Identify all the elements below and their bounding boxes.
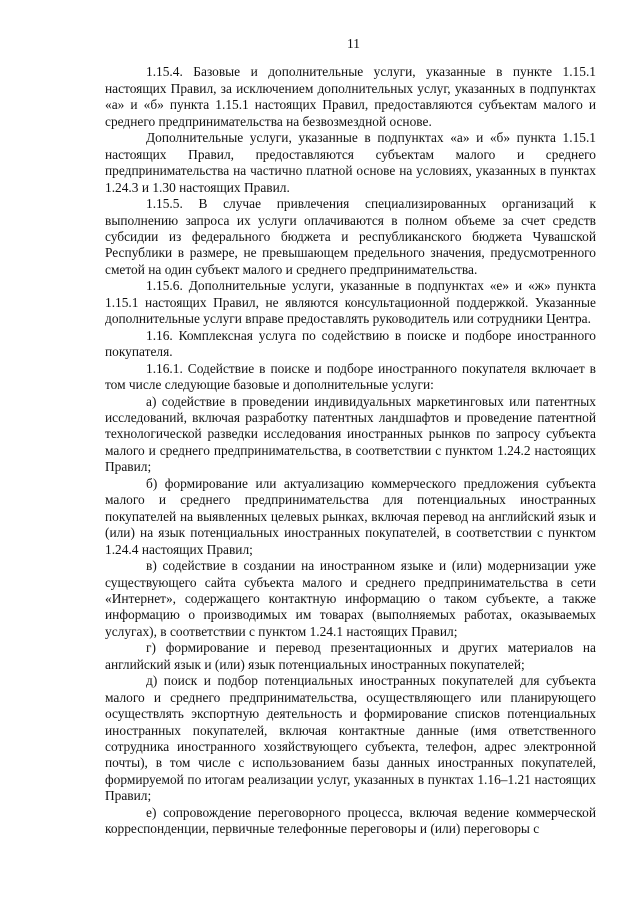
page-number: 11: [347, 36, 360, 51]
paragraph-1-15-6: 1.15.6. Дополнительные услуги, указанные в подпунктах «е» и «ж» пункта 1.15.1 настоящих Правил, не являются консультационной поддержкой. Указанные дополнительные услуги вправе предоставлять руководитель или сотрудники Центра.: [105, 278, 596, 327]
list-item-e: е) сопровождение переговорного процесса, включая ведение коммерческой корреспонденции, первичные телефонные переговоры и (или) переговоры с: [105, 804, 596, 837]
list-item-b: б) формирование или актуализацию коммерческого предложения субъекта малого и среднего предпринимательства для потенциальных иностранных покупателей на выявленных целевых рынках, включая перевод на английский язык и (или) на язык потенциальных иностранных покупателей, в соответствии с пунктом 1.24.4 настоящих Правил;: [105, 475, 596, 557]
list-item-g: г) формирование и перевод презентационных и других материалов на английский язык и (или) язык потенциальных иностранных покупателей;: [105, 640, 596, 672]
list-item-a: а) содействие в проведении индивидуальных маркетинговых или патентных исследований, включая разработку патентных ландшафтов и проведение патентной технологической разведки исследования иностранных рынков по запросу субъекта малого и среднего предпринимательства, в соответствии с пунктом 1.24.2 настоящих Правил;: [105, 393, 596, 475]
list-item-d: д) поиск и подбор потенциальных иностранных покупателей для субъекта малого и среднего предпринимательства, осуществляющего или планирующего осуществлять экспортную деятельность и формирование списков потенциальных иностранных покупателей, включая контактные данные (имя ответственного сотрудника иностранного хозяйствующего субъекта, телефон, адрес электронной почты), в том числе с использованием базы данных иностранных покупателей, формируемой по итогам реализации услуг, указанных в пунктах 1.16–1.21 настоящих Правил;: [105, 673, 596, 804]
paragraph-1-15-4: 1.15.4. Базовые и дополнительные услуги, указанные в пункте 1.15.1 настоящих Правил, за исключением дополнительных услуг, указанных в подпунктах «а» и «б» пункта 1.15.1 настоящих Правил, предоставляются субъектам малого и среднего предпринимательства на безвозмездной основе.: [105, 64, 596, 129]
paragraph-1-15-5: 1.15.5. В случае привлечения специализированных организаций к выполнению запроса их услуги оплачиваются в полном объеме за счет средств субсидии из федерального бюджета и республиканского бюджета Чувашской Республики в размере, не превышающем предельного значения, предусмотренного сметой на один субъект малого и среднего предпринимательства.: [105, 196, 596, 277]
paragraph-1-16: 1.16. Комплексная услуга по содействию в поиске и подборе иностранного покупателя.: [105, 327, 596, 360]
paragraph-1-16-1: 1.16.1. Содействие в поиске и подборе иностранного покупателя включает в том числе следующие базовые и дополнительные услуги:: [105, 360, 596, 393]
list-item-v: в) содействие в создании на иностранном языке и (или) модернизации уже существующего сайта субъекта малого и среднего предпринимательства в сети «Интернет», содержащего контактную информацию о таком субъекте, а также информацию о производимых им товарах (выполняемых работах, оказываемых услугах), в соответствии с пунктом 1.24.1 настоящих Правил;: [105, 558, 596, 639]
document-page: [105, 36, 596, 838]
paragraph-additional-services-paid: Дополнительные услуги, указанные в подпунктах «а» и «б» пункта 1.15.1 настоящих Правил, предоставляются субъектам малого и среднего предпринимательства на частично платной основе на условиях, указанных в пунктах 1.24.3 и 1.30 настоящих Правил.: [105, 130, 596, 195]
